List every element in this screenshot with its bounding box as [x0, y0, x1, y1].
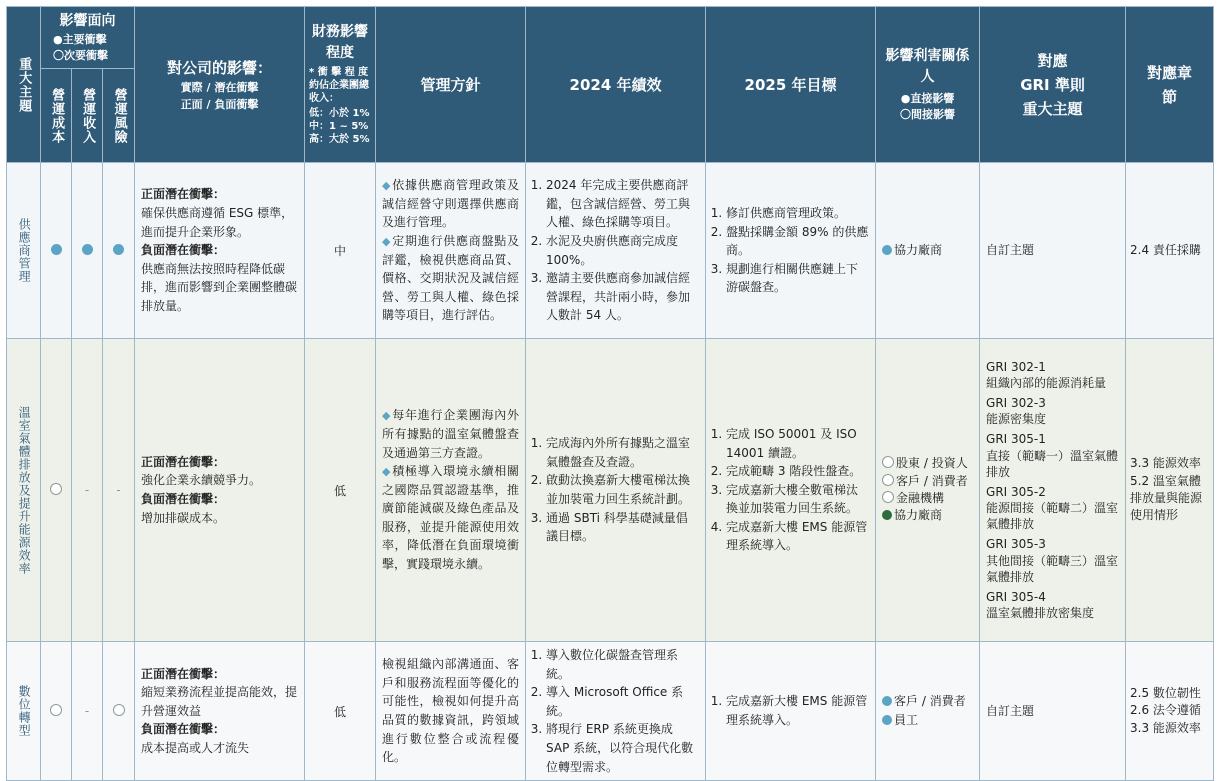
perf2024-cell [526, 642, 706, 781]
positive-impact-text: 確保供應商遵循 ESG 標準，進而提升企業形象。 [141, 206, 294, 239]
list-item: 2. 水泥及央廚供應商完成度 100%。 [546, 232, 699, 269]
secondary-impact-dot [113, 704, 125, 716]
gri-text: 自訂主題 [986, 243, 1035, 258]
negative-impact-label: 負面潛在衝擊： [141, 722, 226, 737]
list-item: 1. 2024 年完成主要供應商評鑑，包含誠信經營、勞工與人權、綠色採購等項目。 [546, 176, 699, 232]
topic-label: 溫室氣體排放及提升能源效率 [17, 405, 32, 575]
stakeholder-label: 客戶 / 消費者 [896, 473, 968, 488]
chapter-text: 2.6 法令遵循 [1130, 703, 1201, 718]
policy-text: 定期進行供應商盤點及評鑑，檢視供應商品質、價格、交期狀況及誠信經營、勞工與人權、綠色採購等項目，進行評估。 [382, 233, 520, 323]
list-item: 1. 完成嘉新大樓 EMS 能源管理系統導入。 [726, 692, 869, 729]
list-item: 3. 將現行 ERP 系統更換成 SAP 系統，以符合現代化數位轉型需求。 [546, 720, 699, 776]
chapter-cell [1126, 339, 1214, 642]
header-aspect-risk-label: 營運風險 [111, 87, 127, 144]
chapter-text: 3.3 能源效率 [1130, 720, 1201, 735]
aspect-risk-cell [103, 642, 135, 781]
primary-impact-dot [82, 244, 93, 255]
indirect-impact-dot [882, 491, 894, 503]
header-chapter-title: 對應章節 [1147, 63, 1193, 106]
secondary-impact-dot [50, 483, 62, 495]
table-header [7, 7, 1214, 163]
header-financial-low: 低：小於 1% [309, 107, 370, 119]
gri-item [986, 484, 1119, 533]
gri-cell [980, 339, 1126, 642]
stakeholder-cell [876, 339, 980, 642]
header-aspect-cost-label: 營運成本 [49, 87, 65, 144]
gri-text: 自訂主題 [986, 703, 1035, 718]
list-item: 1. 修訂供應商管理政策。 [726, 204, 869, 223]
perf2024-cell [526, 163, 706, 339]
aspect-revenue-cell: - [72, 642, 103, 781]
list-item: 1. 完成海內外所有據點之溫室氣體盤查及查證。 [546, 434, 699, 471]
materiality-table-container [6, 6, 1213, 774]
target2025-cell [706, 642, 876, 781]
direct-impact-dot [882, 715, 892, 725]
direct-impact-dot [882, 696, 892, 706]
stakeholder-label: 股東 / 投資人 [896, 456, 968, 471]
aspect-risk-cell [103, 163, 135, 339]
positive-impact-text: 強化企業永續競爭力。 [141, 473, 262, 488]
stakeholder-cell [876, 642, 980, 781]
legend-primary: ●主要衝擊 [53, 33, 107, 47]
positive-impact-text: 縮短業務流程並提高能效，提升營運效益 [141, 685, 298, 718]
header-perf2024: 2024 年績效 [526, 7, 706, 163]
header-financial-high: 高：大於 5% [309, 133, 370, 145]
gri-item [986, 359, 1119, 391]
policy-cell [376, 642, 526, 781]
list-item: 3. 規劃進行相關供應鏈上下游碳盤查。 [726, 260, 869, 297]
gri-code: GRI 305-1 [986, 432, 1046, 447]
aspect-cost-cell [41, 642, 72, 781]
negative-impact-text: 成本提高或人才流失 [141, 740, 250, 755]
negative-impact-text: 增加排碳成本。 [141, 510, 226, 525]
chapter-text: 5.2 溫室氣體排放量與能源使用情形 [1130, 473, 1203, 523]
header-topic [7, 7, 41, 163]
list-item: 3. 完成嘉新大樓全數電梯汰換並加裝電力回生系統。 [726, 481, 869, 518]
policy-text: 積極導入環境永續相關之國際品質認證基準，推廣節能減碳及綠色產品及服務，並提升能源使用效率，降低潛在負面環境衝擊，實踐環境永續。 [382, 464, 520, 572]
financial-cell: 中 [305, 163, 376, 339]
header-aspect-title: 影響面向 [59, 13, 116, 30]
list-item: 3. 邀請主要供應商參加誠信經營課程，共計兩小時，參加人數計 54 人。 [546, 269, 699, 325]
gri-item [986, 589, 1119, 621]
stakeholder-label: 客戶 / 消費者 [894, 694, 966, 709]
aspect-revenue-cell [72, 163, 103, 339]
impact-cell [135, 339, 305, 642]
header-impact [135, 7, 305, 163]
chapter-cell [1126, 642, 1214, 781]
stakeholder-item [882, 507, 973, 524]
list-item: 4. 完成嘉新大樓 EMS 能源管理系統導入。 [726, 518, 869, 555]
perf2024-cell [526, 339, 706, 642]
table-row [7, 163, 1214, 339]
policy-item [382, 232, 519, 325]
header-aspect-revenue-label: 營運收入 [80, 87, 96, 144]
legend-indirect: 〇間接影響 [900, 108, 956, 121]
negative-impact-text: 供應商無法按照時程降低碳排，進而影響到企業團整體碳排放量。 [141, 261, 298, 313]
header-gri [980, 7, 1126, 163]
stakeholder-item [882, 692, 973, 711]
policy-item [382, 176, 519, 232]
table-row [7, 642, 1214, 781]
topic-label: 供應商管理 [17, 218, 32, 283]
gri-desc: 組織內部的能源消耗量 [986, 375, 1107, 390]
impact-cell [135, 642, 305, 781]
indirect-impact-dot [882, 456, 894, 468]
positive-impact-label: 正面潛在衝擊： [141, 454, 226, 469]
stakeholder-label: 員工 [894, 713, 919, 728]
table-row [7, 339, 1214, 642]
gri-code: GRI 305-3 [986, 537, 1046, 552]
header-financial-mid: 中：1 ~ 5% [309, 120, 369, 132]
header-topic-label: 重大主題 [16, 56, 32, 113]
diamond-bullet-icon: ◆ [382, 409, 392, 423]
policy-item [382, 406, 519, 462]
chapter-text: 3.3 能源效率 [1130, 456, 1201, 471]
header-impact-sub1: 實際 / 潛在衝擊 [180, 81, 259, 94]
list-item: 1. 完成 ISO 50001 及 ISO 14001 續證。 [726, 425, 869, 462]
topic-label: 數位轉型 [17, 685, 32, 738]
chapter-text: 2.5 數位韌性 [1130, 685, 1201, 700]
header-stake-title: 影響利害關係人 [885, 47, 970, 85]
secondary-impact-dot [50, 704, 62, 716]
header-financial-note: * 衝 擊 程 度 約佔企業團總收入： [309, 66, 370, 104]
perf2024-list [532, 646, 699, 776]
target2025-cell [706, 339, 876, 642]
gri-code: GRI 305-4 [986, 590, 1046, 605]
chapter-text: 2.4 責任採購 [1130, 242, 1201, 257]
stakeholder-label: 協力廠商 [894, 243, 943, 258]
aspect-cost-cell [41, 163, 72, 339]
policy-cell [376, 339, 526, 642]
policy-item [382, 462, 519, 574]
financial-cell: 低 [305, 642, 376, 781]
gri-cell [980, 642, 1126, 781]
gri-desc: 溫室氣體排放密集度 [986, 606, 1095, 621]
list-item: 3. 通過 SBTi 科學基礎減量倡議目標。 [546, 509, 699, 546]
indirect-impact-dot [882, 474, 894, 486]
header-impact-title: 對公司的影響： [167, 59, 273, 77]
header-aspect-cost [41, 69, 72, 163]
direct-impact-dot [882, 510, 892, 520]
policy-text: 檢視組織內部溝通面、客戶和服務流程面等優化的可能性，檢視如何提升高品質的數據資訊，跨領域進行數位整合或流程優化。 [382, 657, 520, 765]
header-aspect-revenue [72, 69, 103, 163]
stakeholder-item [882, 473, 973, 490]
policy-text: 每年進行企業團海內外所有據點的溫室氣體盤查及通過第三方查證。 [382, 408, 520, 460]
aspect-revenue-cell: - [72, 339, 103, 642]
list-item: 2. 導入 Microsoft Office 系統。 [546, 683, 699, 720]
target2025-cell [706, 163, 876, 339]
gri-code: GRI 302-1 [986, 359, 1046, 374]
diamond-bullet-icon: ◆ [382, 179, 392, 193]
list-item: 2. 盤點採購金額 89% 的供應商。 [726, 223, 869, 260]
chapter-cell [1126, 163, 1214, 339]
diamond-bullet-icon: ◆ [382, 465, 392, 479]
header-stakeholders [876, 7, 980, 163]
target2025-list [712, 425, 869, 555]
gri-item [986, 431, 1119, 480]
stakeholder-item [882, 455, 973, 472]
list-item: 2. 啟動汰換嘉新大樓電梯汰換並加裝電力回生系統計劃。 [546, 471, 699, 508]
gri-cell [980, 163, 1126, 339]
topic-cell [7, 642, 41, 781]
stakeholder-item [882, 241, 973, 260]
gri-desc: 直接（範疇一）溫室氣體排放 [986, 448, 1119, 479]
list-item: 1. 導入數位化碳盤查管理系統。 [546, 646, 699, 683]
header-gri-line2: GRI 準則 [1020, 75, 1085, 94]
perf2024-list [532, 434, 699, 546]
primary-impact-dot [113, 244, 124, 255]
gri-item [986, 536, 1119, 585]
legend-direct: ●直接影響 [900, 91, 955, 105]
stakeholder-item [882, 490, 973, 507]
legend-secondary: 〇次要衝擊 [53, 49, 108, 62]
aspect-risk-cell: - [103, 339, 135, 642]
policy-cell [376, 163, 526, 339]
aspect-cost-cell [41, 339, 72, 642]
stakeholder-label: 協力廠商 [894, 508, 943, 523]
policy-text: 依據供應商管理政策及誠信經營守則選擇供應商及進行管理。 [382, 178, 520, 230]
positive-impact-label: 正面潛在衝擊： [141, 666, 226, 681]
gri-code: GRI 305-2 [986, 484, 1046, 499]
header-impact-sub2: 正面 / 負面衝擊 [180, 97, 259, 111]
gri-desc: 其他間接（範疇三）溫室氣體排放 [986, 553, 1119, 584]
diamond-bullet-icon: ◆ [382, 234, 392, 248]
primary-impact-dot [51, 244, 62, 255]
negative-impact-label: 負面潛在衝擊： [141, 243, 226, 258]
positive-impact-label: 正面潛在衝擊： [141, 187, 226, 202]
gri-desc: 能源密集度 [986, 412, 1047, 427]
negative-impact-label: 負面潛在衝擊： [141, 492, 226, 506]
target2025-list [712, 692, 869, 729]
materiality-table [6, 6, 1214, 781]
list-item: 2. 完成範疇 3 階段性盤查。 [726, 462, 869, 481]
header-gri-line3: 重大主題 [1022, 99, 1083, 118]
header-aspect-risk [103, 69, 135, 163]
topic-cell [7, 339, 41, 642]
target2025-list [712, 204, 869, 297]
header-chapter [1126, 7, 1214, 163]
header-financial-title: 財務影響程度 [312, 23, 369, 61]
direct-impact-dot [882, 245, 892, 255]
topic-cell [7, 163, 41, 339]
stakeholder-cell [876, 163, 980, 339]
header-target2025: 2025 年目標 [706, 7, 876, 163]
gri-desc: 能源間接（範疇二）溫室氣體排放 [986, 501, 1119, 532]
gri-item [986, 395, 1119, 427]
header-policy: 管理方針 [376, 7, 526, 163]
perf2024-list [532, 176, 699, 325]
header-financial [305, 7, 376, 163]
header-gri-line1: 對應 [1037, 51, 1068, 70]
header-aspect [41, 7, 135, 69]
stakeholder-label: 金融機構 [896, 491, 945, 505]
stakeholder-item [882, 711, 973, 730]
financial-cell: 低 [305, 339, 376, 642]
impact-cell [135, 163, 305, 339]
gri-code: GRI 302-3 [986, 395, 1046, 410]
